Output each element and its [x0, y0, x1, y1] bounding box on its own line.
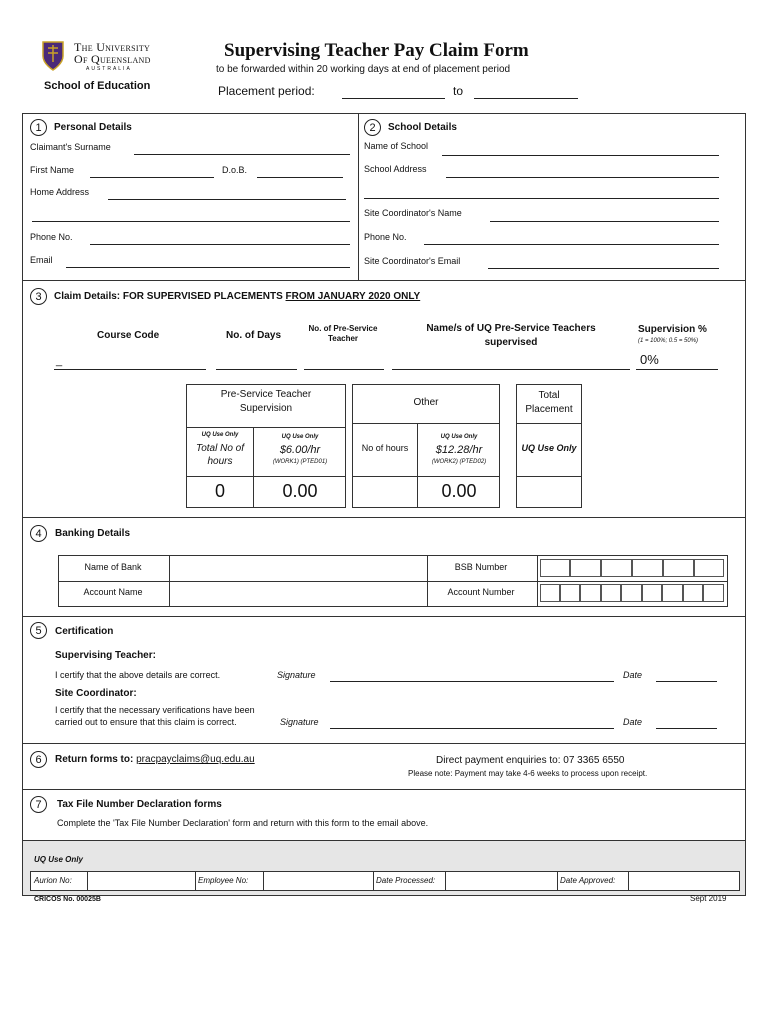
col-supervision-percent: Supervision % [638, 324, 707, 335]
pst-uq-use-only-1: UQ Use Only [201, 432, 239, 438]
total-placement-field[interactable] [518, 478, 580, 504]
st-signature-label: Signature [277, 670, 316, 680]
account-number-label: Account Number [447, 587, 515, 597]
school-address-label: School Address [364, 164, 427, 174]
school-name-field[interactable] [442, 155, 719, 156]
coordinator-name-field[interactable] [490, 221, 719, 222]
col-no-of-days: No. of Days [226, 330, 282, 341]
certification-heading: Certification [55, 626, 114, 637]
total-hours-value[interactable]: 0 [214, 481, 225, 501]
personal-email-field[interactable] [66, 267, 350, 268]
st-statement: I certify that the above details are correct. [55, 670, 221, 680]
school-name: School of Education [44, 80, 151, 92]
col-course-code: Course Code [97, 330, 160, 341]
bsb-label: BSB Number [454, 562, 508, 572]
placement-start-field[interactable] [342, 98, 445, 99]
rate1-label: $6.00/hr [279, 444, 321, 456]
date-approved-field[interactable] [630, 873, 738, 889]
surname-label: Claimant's Surname [30, 142, 111, 152]
col-preservice-count: No. of Pre-Service Teacher [308, 324, 378, 343]
coordinator-email-label: Site Coordinator's Email [364, 256, 461, 266]
personal-phone-field[interactable] [90, 244, 350, 245]
rate2-code: (WORK2) (PTED02) [431, 459, 487, 465]
dob-field[interactable] [257, 177, 343, 178]
aurion-field[interactable] [88, 873, 192, 889]
bsb-digit-boxes[interactable] [540, 559, 724, 577]
section-tfn [22, 789, 746, 841]
supervision-percent-value: 0% [640, 352, 659, 367]
tfn-heading: Tax File Number Declaration forms [57, 799, 222, 810]
claim-details-heading [54, 291, 420, 302]
sc-statement-line1: I certify that the necessary verifications have been [55, 705, 255, 715]
date-processed-field[interactable] [446, 873, 554, 889]
section-return [22, 743, 746, 790]
course-code-field[interactable] [54, 369, 206, 370]
pst-box-title: Pre-Service Teacher Supervision [220, 389, 312, 414]
claim-heading-text: Claim Details: FOR SUPERVISED PLACEMENTS [54, 291, 286, 302]
university-name-line1: The University [74, 40, 151, 54]
uq-logo [40, 40, 170, 76]
school-phone-label: Phone No. [364, 232, 407, 242]
home-address-field-1[interactable] [108, 199, 346, 200]
first-name-field[interactable] [90, 177, 214, 178]
account-name-field[interactable] [170, 582, 424, 603]
section-3-number: 3 [30, 288, 47, 305]
placement-period-label: Placement period: [218, 84, 315, 98]
school-phone-field[interactable] [424, 244, 719, 245]
rate2-label: $12.28/hr [435, 444, 483, 456]
dob-label: D.o.B. [222, 165, 248, 175]
return-forms-label: Return forms to: [55, 754, 137, 765]
course-code-value: _ [56, 355, 63, 367]
personal-email-label: Email [30, 255, 53, 265]
payment-enquiries: Direct payment enquiries to: 07 3365 6550 [436, 755, 625, 766]
cricos-number: CRICOS No. 00025B [34, 896, 101, 903]
home-address-label: Home Address [30, 187, 90, 197]
section-7-number: 7 [30, 796, 47, 813]
pst-uq-use-only-2: UQ Use Only [281, 434, 319, 440]
return-email-link[interactable]: pracpayclaims@uq.edu.au [136, 754, 255, 765]
section-5-number: 5 [30, 622, 47, 639]
surname-field[interactable] [134, 154, 350, 155]
bank-name-field[interactable] [170, 557, 424, 578]
personal-details-heading: Personal Details [54, 122, 132, 133]
preservice-count-field[interactable] [304, 369, 384, 370]
aurion-label: Aurion No: [34, 876, 72, 885]
col-teacher-names: Name/s of UQ Pre-Service Teachers supervised [426, 323, 596, 348]
placement-to-label: to [453, 84, 464, 98]
total-uq-use-only: UQ Use Only [521, 443, 577, 453]
total-hours-label: Total No of hours [196, 443, 244, 467]
employee-field[interactable] [264, 873, 370, 889]
other-box-title: Other [413, 397, 439, 408]
sc-date-field[interactable] [656, 728, 717, 729]
uq-crest-icon [40, 40, 66, 72]
section-2-number: 2 [364, 119, 381, 136]
supervising-teacher-heading: Supervising Teacher: [55, 650, 156, 661]
coordinator-name-label: Site Coordinator's Name [364, 208, 462, 218]
section-6-number: 6 [30, 751, 47, 768]
home-address-field-2[interactable] [32, 221, 350, 222]
school-name-label: Name of School [364, 141, 429, 151]
section-1-number: 1 [30, 119, 47, 136]
rate1-amount-value[interactable]: 0.00 [282, 481, 318, 501]
form-version: Sept 2019 [690, 894, 727, 903]
school-address-field-1[interactable] [446, 177, 719, 178]
form-title: Supervising Teacher Pay Claim Form [224, 40, 529, 61]
date-approved-label: Date Approved: [560, 876, 616, 885]
sc-signature-label: Signature [280, 717, 319, 727]
st-signature-field[interactable] [330, 681, 614, 682]
return-forms-line [55, 754, 255, 765]
supervision-note: (1 = 100%; 0.5 = 50%) [638, 338, 699, 344]
st-date-field[interactable] [656, 681, 717, 682]
coordinator-email-field[interactable] [488, 268, 719, 269]
sc-statement-line2: carried out to ensure that this claim is correct. [55, 717, 237, 727]
other-uq-use-only: UQ Use Only [440, 434, 478, 440]
section-4-number: 4 [30, 525, 47, 542]
site-coordinator-heading: Site Coordinator: [55, 688, 137, 699]
form-subtitle: to be forwarded within 20 working days at end of placement period [216, 64, 511, 75]
st-date-label: Date [623, 670, 643, 680]
total-placement-title: Total Placement [525, 390, 573, 415]
tfn-instructions: Complete the 'Tax File Number Declaration' form and return with this form to the email above. [57, 818, 429, 828]
bank-name-label: Name of Bank [84, 562, 142, 572]
banking-heading: Banking Details [55, 528, 131, 539]
university-name-line2: Of Queensland [74, 52, 151, 66]
account-number-digit-boxes[interactable] [540, 584, 724, 602]
other-hours-field[interactable] [354, 478, 416, 504]
employee-label: Employee No: [198, 876, 249, 885]
personal-phone-label: Phone No. [30, 232, 73, 242]
university-name-line3: AUSTRALIA [86, 66, 132, 72]
rate1-code: (WORK1) (PTED01) [272, 459, 328, 465]
uq-use-only-heading: UQ Use Only [34, 855, 83, 864]
rate2-amount-value[interactable]: 0.00 [441, 481, 477, 501]
placement-end-field[interactable] [474, 98, 578, 99]
sc-signature-field[interactable] [330, 728, 614, 729]
supervision-percent-field[interactable] [636, 369, 718, 370]
payment-note: Please note: Payment may take 4-6 weeks to process upon receipt. [408, 769, 648, 778]
claim-heading-underlined: FROM JANUARY 2020 ONLY [285, 291, 421, 302]
teacher-names-field[interactable] [392, 369, 630, 370]
date-processed-label: Date Processed: [376, 876, 436, 885]
school-details-heading: School Details [388, 122, 457, 133]
no-of-hours-label: No of hours [361, 443, 409, 453]
no-of-days-field[interactable] [216, 369, 297, 370]
first-name-label: First Name [30, 165, 75, 175]
sc-date-label: Date [623, 717, 643, 727]
school-address-field-2[interactable] [364, 198, 719, 199]
account-name-label: Account Name [83, 587, 143, 597]
